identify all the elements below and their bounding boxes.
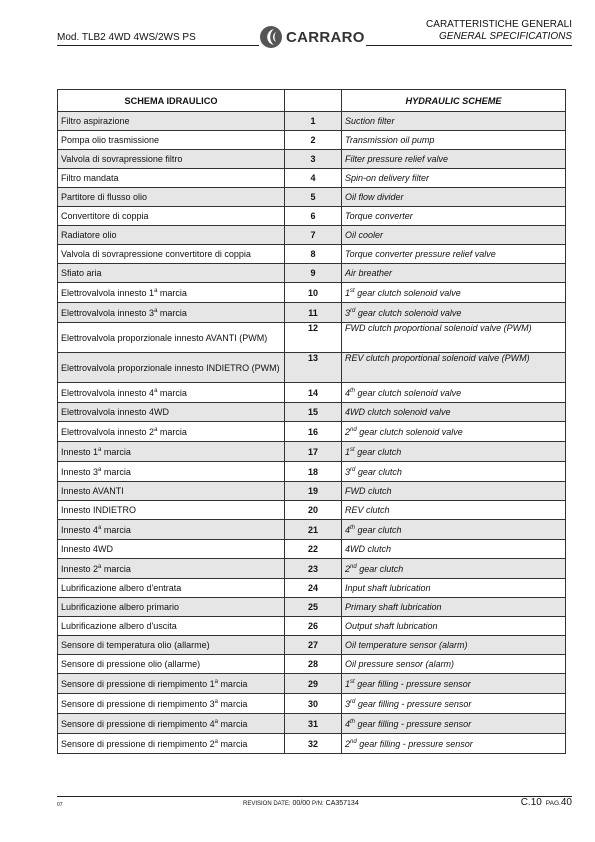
component-name-italian: Partitore di flusso olio xyxy=(58,188,285,207)
item-number: 1 xyxy=(285,112,342,131)
component-name-italian: Elettrovalvola proporzionale innesto INDIETRO (PWM) xyxy=(58,353,285,383)
component-name-english: REV clutch proportional solenoid valve (PWM) xyxy=(342,353,566,383)
component-name-english: Suction filter xyxy=(342,112,566,131)
english-text: gear clutch xyxy=(356,563,404,574)
english-text: 3 xyxy=(345,698,351,709)
english-text: 2 xyxy=(345,426,351,437)
ordinal-suffix: st xyxy=(350,446,355,453)
component-name-english: Torque converter pressure relief valve xyxy=(342,245,566,264)
header-rule-left xyxy=(57,45,259,46)
column-header-number xyxy=(285,90,342,112)
italian-text: marcia xyxy=(101,563,131,574)
ordinal-suffix: rd xyxy=(350,466,356,473)
component-name-english: Oil temperature sensor (alarm) xyxy=(342,636,566,655)
item-number: 17 xyxy=(285,442,342,462)
ordinal-suffix: a xyxy=(154,387,158,394)
english-text: gear clutch xyxy=(355,466,402,477)
item-number: 22 xyxy=(285,540,342,559)
ordinal-suffix: th xyxy=(350,524,356,531)
component-name-english: Transmission oil pump xyxy=(342,131,566,150)
english-text: gear clutch solenoid valve xyxy=(355,387,462,398)
item-number: 4 xyxy=(285,169,342,188)
table-row xyxy=(58,112,566,131)
component-name-english: Air breather xyxy=(342,264,566,283)
item-number: 15 xyxy=(285,403,342,422)
component-name-italian xyxy=(58,674,285,694)
table-row xyxy=(58,403,566,422)
component-name-italian xyxy=(58,422,285,442)
table-row xyxy=(58,540,566,559)
carraro-swoosh-icon xyxy=(259,25,283,49)
italian-text: Sensore di pressione di riempimento 1 xyxy=(61,678,215,689)
item-number: 26 xyxy=(285,617,342,636)
italian-text: marcia xyxy=(101,466,131,477)
component-name-italian xyxy=(58,462,285,482)
component-name-italian: Lubrificazione albero d'uscita xyxy=(58,617,285,636)
pn-value: CA357134 xyxy=(325,800,359,807)
item-number: 31 xyxy=(285,714,342,734)
table-row xyxy=(58,714,566,734)
table-row xyxy=(58,150,566,169)
italian-text: marcia xyxy=(157,307,187,318)
model-label: Mod. TLB2 4WD 4WS/2WS PS xyxy=(57,32,196,43)
table-row xyxy=(58,655,566,674)
component-name-english xyxy=(342,520,566,540)
item-number: 9 xyxy=(285,264,342,283)
item-number: 10 xyxy=(285,283,342,303)
italian-text: Sensore di pressione di riempimento 2 xyxy=(61,738,215,749)
page-value: 40 xyxy=(560,797,572,808)
english-text: 4 xyxy=(345,387,351,398)
table-row xyxy=(58,694,566,714)
component-name-italian xyxy=(58,520,285,540)
ordinal-suffix: a xyxy=(154,287,158,294)
table-row xyxy=(58,442,566,462)
table-row xyxy=(58,636,566,655)
table-row xyxy=(58,579,566,598)
table-row xyxy=(58,598,566,617)
ordinal-suffix: a xyxy=(214,678,218,685)
component-name-italian: Filtro mandata xyxy=(58,169,285,188)
component-name-english: Oil pressure sensor (alarm) xyxy=(342,655,566,674)
pn-label: P/N: xyxy=(312,801,324,807)
component-name-italian: Filtro aspirazione xyxy=(58,112,285,131)
table-row xyxy=(58,283,566,303)
italian-text: marcia xyxy=(217,698,248,709)
ordinal-suffix: st xyxy=(350,678,355,685)
component-name-english xyxy=(342,734,566,754)
item-number: 12 xyxy=(285,323,342,353)
ordinal-suffix: nd xyxy=(350,738,357,745)
item-number: 6 xyxy=(285,207,342,226)
component-name-english xyxy=(342,383,566,403)
revision-label: REVISION DATE: xyxy=(243,801,291,807)
component-name-italian xyxy=(58,559,285,579)
italian-text: marcia xyxy=(217,718,248,729)
item-number: 27 xyxy=(285,636,342,655)
component-name-italian xyxy=(58,442,285,462)
component-name-italian: Valvola di sovrapressione convertitore di coppia xyxy=(58,245,285,264)
section-title xyxy=(426,19,572,43)
english-text: 1 xyxy=(345,678,351,689)
table-row xyxy=(58,169,566,188)
item-number: 28 xyxy=(285,655,342,674)
table-row xyxy=(58,482,566,501)
italian-text: Elettrovalvola innesto 4 xyxy=(61,387,155,398)
component-name-english: Spin-on delivery filter xyxy=(342,169,566,188)
component-name-italian: Radiatore olio xyxy=(58,226,285,245)
component-name-english: FWD clutch xyxy=(342,482,566,501)
italian-text: Elettrovalvola innesto 1 xyxy=(61,287,155,298)
table-header-row xyxy=(58,90,566,112)
component-name-english: REV clutch xyxy=(342,501,566,520)
table-row xyxy=(58,353,566,383)
brand-logo xyxy=(259,25,365,49)
table-row xyxy=(58,617,566,636)
italian-text: Sensore di pressione di riempimento 4 xyxy=(61,718,215,729)
english-text: gear clutch solenoid valve xyxy=(355,307,462,318)
ordinal-suffix: th xyxy=(350,387,356,394)
component-name-english xyxy=(342,694,566,714)
item-number: 24 xyxy=(285,579,342,598)
item-number: 11 xyxy=(285,303,342,323)
item-number: 14 xyxy=(285,383,342,403)
page-number xyxy=(521,797,572,808)
italian-text: Innesto 3 xyxy=(61,466,99,477)
english-text: 2 xyxy=(345,563,351,574)
ordinal-suffix: nd xyxy=(350,426,357,433)
item-number: 5 xyxy=(285,188,342,207)
italian-text: Innesto 4 xyxy=(61,524,99,535)
component-name-english: 4WD clutch xyxy=(342,540,566,559)
ordinal-suffix: rd xyxy=(350,307,356,314)
table-row xyxy=(58,303,566,323)
italian-text: Elettrovalvola innesto 3 xyxy=(61,307,155,318)
italian-text: marcia xyxy=(217,738,248,749)
component-name-english: Torque converter xyxy=(342,207,566,226)
italian-text: Innesto 1 xyxy=(61,446,99,457)
ordinal-suffix: rd xyxy=(350,698,356,705)
revision-value: 00/00 xyxy=(292,800,311,807)
section-title-en: GENERAL SPECIFICATIONS xyxy=(439,31,572,42)
component-name-italian xyxy=(58,383,285,403)
english-text: gear clutch solenoid valve xyxy=(354,287,461,298)
english-text: 1 xyxy=(345,446,351,457)
english-text: 1 xyxy=(345,287,351,298)
item-number: 32 xyxy=(285,734,342,754)
component-name-italian: Elettrovalvola innesto 4WD xyxy=(58,403,285,422)
component-name-italian xyxy=(58,734,285,754)
table-row xyxy=(58,226,566,245)
component-name-italian xyxy=(58,283,285,303)
item-number: 21 xyxy=(285,520,342,540)
item-number: 3 xyxy=(285,150,342,169)
component-name-english xyxy=(342,674,566,694)
component-name-english xyxy=(342,442,566,462)
italian-text: Innesto 2 xyxy=(61,563,99,574)
component-name-italian: Lubrificazione albero primario xyxy=(58,598,285,617)
item-number: 13 xyxy=(285,353,342,383)
item-number: 25 xyxy=(285,598,342,617)
component-name-italian xyxy=(58,694,285,714)
italian-text: marcia xyxy=(101,446,131,457)
footer-left-mark: 07 xyxy=(57,802,63,808)
brand-name: CARRARO xyxy=(286,28,365,46)
component-name-italian: Innesto INDIETRO xyxy=(58,501,285,520)
component-name-english: Oil flow divider xyxy=(342,188,566,207)
italian-text: marcia xyxy=(157,387,187,398)
english-text: gear clutch xyxy=(355,524,402,535)
english-text: 4 xyxy=(345,524,351,535)
table-row xyxy=(58,323,566,353)
ordinal-suffix: a xyxy=(98,446,102,453)
component-name-italian: Elettrovalvola proporzionale innesto AVANTI (PWM) xyxy=(58,323,285,353)
component-name-italian: Sfiato aria xyxy=(58,264,285,283)
english-text: gear clutch solenoid valve xyxy=(356,426,463,437)
section-title-it: CARATTERISTICHE GENERALI xyxy=(426,19,572,30)
component-name-italian: Innesto 4WD xyxy=(58,540,285,559)
component-name-english: Primary shaft lubrication xyxy=(342,598,566,617)
italian-text: Elettrovalvola innesto 2 xyxy=(61,426,155,437)
section-code: C.10 xyxy=(520,797,542,808)
hydraulic-scheme-table xyxy=(57,89,566,754)
table-row xyxy=(58,188,566,207)
component-name-english: Filter pressure relief valve xyxy=(342,150,566,169)
italian-text: marcia xyxy=(217,678,248,689)
item-number: 20 xyxy=(285,501,342,520)
table-row xyxy=(58,734,566,754)
table-row xyxy=(58,383,566,403)
italian-text: Sensore di pressione di riempimento 3 xyxy=(61,698,215,709)
ordinal-suffix: nd xyxy=(350,563,357,570)
table-row xyxy=(58,422,566,442)
item-number: 19 xyxy=(285,482,342,501)
component-name-english xyxy=(342,462,566,482)
english-text: gear filling - pressure sensor xyxy=(355,718,472,729)
table-row xyxy=(58,520,566,540)
italian-text: marcia xyxy=(157,426,187,437)
ordinal-suffix: a xyxy=(214,718,218,725)
ordinal-suffix: a xyxy=(214,698,218,705)
english-text: gear filling - pressure sensor xyxy=(356,738,473,749)
revision-info xyxy=(243,800,359,807)
item-number: 7 xyxy=(285,226,342,245)
component-name-english: FWD clutch proportional solenoid valve (PWM) xyxy=(342,323,566,353)
component-name-english: 4WD clutch solenoid valve xyxy=(342,403,566,422)
component-name-italian: Sensore di pressione olio (allarme) xyxy=(58,655,285,674)
ordinal-suffix: a xyxy=(154,307,158,314)
column-header-italian: SCHEMA IDRAULICO xyxy=(58,90,285,112)
italian-text: marcia xyxy=(101,524,131,535)
component-name-english xyxy=(342,714,566,734)
italian-text: marcia xyxy=(157,287,187,298)
ordinal-suffix: a xyxy=(98,563,102,570)
component-name-italian: Valvola di sovrapressione filtro xyxy=(58,150,285,169)
item-number: 30 xyxy=(285,694,342,714)
table-row xyxy=(58,207,566,226)
item-number: 16 xyxy=(285,422,342,442)
ordinal-suffix: st xyxy=(350,287,355,294)
component-name-english xyxy=(342,283,566,303)
table-row xyxy=(58,674,566,694)
component-name-italian: Sensore di temperatura olio (allarme) xyxy=(58,636,285,655)
component-name-english xyxy=(342,559,566,579)
component-name-italian: Innesto AVANTI xyxy=(58,482,285,501)
table-row xyxy=(58,501,566,520)
ordinal-suffix: a xyxy=(214,738,218,745)
english-text: gear clutch xyxy=(354,446,402,457)
ordinal-suffix: a xyxy=(154,426,158,433)
item-number: 2 xyxy=(285,131,342,150)
ordinal-suffix: th xyxy=(350,718,356,725)
table-row xyxy=(58,559,566,579)
english-text: 4 xyxy=(345,718,351,729)
component-name-english: Input shaft lubrication xyxy=(342,579,566,598)
column-header-english: HYDRAULIC SCHEME xyxy=(342,90,566,112)
page-label: PAG. xyxy=(545,800,561,807)
ordinal-suffix: a xyxy=(98,466,102,473)
item-number: 23 xyxy=(285,559,342,579)
table-row xyxy=(58,462,566,482)
item-number: 29 xyxy=(285,674,342,694)
english-text: 3 xyxy=(345,466,351,477)
component-name-italian xyxy=(58,714,285,734)
english-text: gear filling - pressure sensor xyxy=(354,678,471,689)
ordinal-suffix: a xyxy=(98,524,102,531)
item-number: 18 xyxy=(285,462,342,482)
table-row xyxy=(58,131,566,150)
table-row xyxy=(58,264,566,283)
table-row xyxy=(58,245,566,264)
component-name-italian: Lubrificazione albero d'entrata xyxy=(58,579,285,598)
english-text: 3 xyxy=(345,307,351,318)
component-name-italian: Convertitore di coppia xyxy=(58,207,285,226)
component-name-english xyxy=(342,422,566,442)
english-text: gear filling - pressure sensor xyxy=(355,698,472,709)
component-name-italian xyxy=(58,303,285,323)
component-name-english: Oil cooler xyxy=(342,226,566,245)
component-name-italian: Pompa olio trasmissione xyxy=(58,131,285,150)
component-name-english: Output shaft lubrication xyxy=(342,617,566,636)
item-number: 8 xyxy=(285,245,342,264)
header-rule-right xyxy=(366,45,572,46)
english-text: 2 xyxy=(345,738,351,749)
footer-rule xyxy=(57,796,572,797)
component-name-english xyxy=(342,303,566,323)
